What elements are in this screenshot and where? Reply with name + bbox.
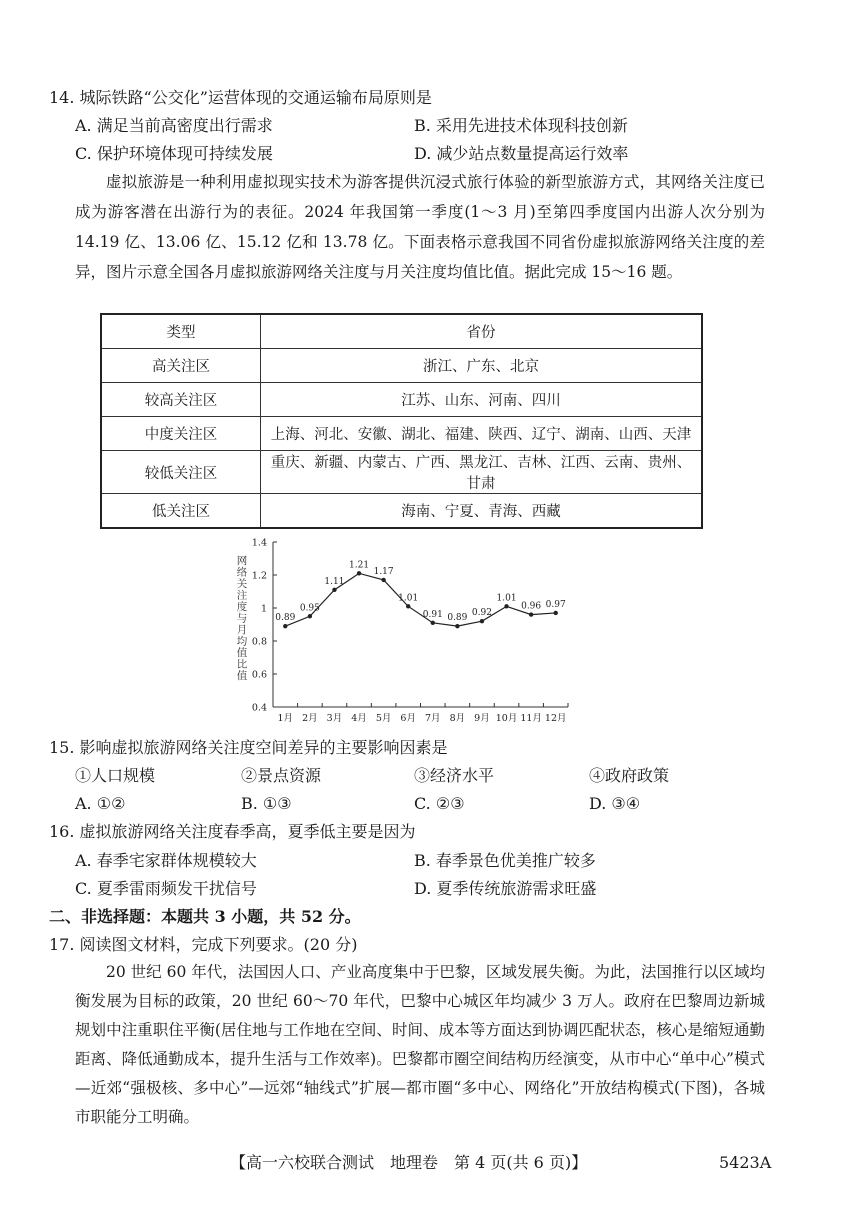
- data-point: [332, 588, 336, 592]
- y-tick-label: 1: [260, 603, 267, 615]
- x-tick-label: 1月: [277, 713, 294, 724]
- data-point: [529, 612, 533, 616]
- q16-option-d: D. 夏季传统旅游需求旺盛: [414, 879, 597, 898]
- y-axis-label-char: 关: [236, 578, 248, 590]
- table-row: [101, 451, 702, 494]
- passage-15-16: 虚拟旅游是一种利用虚拟现实技术为游客提供沉浸式旅行体验的新型旅游方式，其网络关注度已成为游客潜在出游行为的表征。2024 年我国第一季度(1～3 月)至第四季度国内出游人次分别为 14.19 亿、13.06 亿、15.12 亿和 13.78 亿。下面表格示意我国不同省份虚拟旅游网络关注度的差异，图片示意全国各月虚拟旅游网络关注度与月关注度均值比值。据此完成 15～16 题。: [75, 173, 765, 281]
- data-label: 1.17: [373, 566, 394, 577]
- y-axis-label-char: 值: [236, 670, 248, 682]
- monthly-attention-chart: [228, 532, 578, 732]
- x-tick-label: 6月: [400, 713, 416, 724]
- table-cell-type: 较低关注区: [101, 451, 261, 494]
- q16-option-a: A. 春季宅家群体规模较大: [75, 851, 257, 870]
- data-label: 1.01: [496, 593, 517, 604]
- page-code: 5423A: [719, 1153, 772, 1172]
- data-point: [406, 604, 410, 608]
- y-axis-label-char: 注: [236, 589, 248, 602]
- q16-stem: 16. 虚拟旅游网络关注度春季高，夏季低主要是因为: [49, 822, 416, 841]
- data-label: 0.96: [521, 601, 542, 612]
- table-cell-provinces: 江苏、山东、河南、四川: [261, 383, 703, 417]
- x-tick-label: 9月: [474, 713, 490, 724]
- y-axis-label-char: 与: [236, 612, 248, 625]
- q14-option-c: C. 保护环境体现可持续发展: [75, 144, 273, 163]
- table-cell-provinces: 海南、宁夏、青海、西藏: [261, 494, 703, 529]
- q15-factor-1: ①人口规模: [75, 766, 156, 785]
- x-tick-label: 4月: [351, 713, 367, 724]
- x-tick-label: 7月: [425, 713, 441, 724]
- q15-factor-2: ②景点资源: [241, 766, 322, 785]
- table-header-type: 类型: [101, 314, 261, 349]
- q16-option-b: B. 春季景色优美推广较多: [414, 851, 596, 870]
- data-point: [381, 578, 385, 582]
- table-cell-provinces: 浙江、广东、北京: [261, 349, 703, 383]
- y-axis-label-char: 网: [236, 555, 248, 567]
- q15-option-c: C. ②③: [414, 794, 465, 813]
- x-tick-label: 10月: [495, 713, 518, 724]
- y-tick-label: 0.8: [251, 636, 267, 648]
- table-cell-provinces: 重庆、新疆、内蒙古、广西、黑龙江、吉林、江西、云南、贵州、甘肃: [261, 451, 703, 494]
- data-point: [357, 571, 361, 575]
- x-tick-label: 11月: [520, 713, 542, 724]
- data-label: 0.95: [299, 603, 320, 614]
- y-tick-label: 1.4: [251, 537, 267, 549]
- y-axis-label-char: 络: [236, 566, 248, 579]
- y-axis-label-char: 度: [236, 601, 248, 613]
- data-point: [431, 621, 435, 625]
- q15-option-d: D. ③④: [589, 794, 641, 813]
- q14-option-b: B. 采用先进技术体现科技创新: [414, 116, 628, 135]
- page-footer-title: 【高一六校联合测试 地理卷 第 4 页(共 6 页)】: [230, 1153, 588, 1172]
- q14-stem: 14. 城际铁路“公交化”运营体现的交通运输布局原则是: [49, 88, 432, 107]
- table-header-province: 省份: [261, 314, 703, 349]
- data-point: [308, 614, 312, 618]
- section-heading: 二、非选择题：本题共 3 小题，共 52 分。: [49, 907, 361, 926]
- province-attention-table: [100, 313, 703, 529]
- q15-stem: 15. 影响虚拟旅游网络关注度空间差异的主要影响因素是: [49, 738, 448, 757]
- q14-option-d: D. 减少站点数量提高运行效率: [414, 144, 629, 163]
- q17-stem: 17. 阅读图文材料，完成下列要求。(20 分): [49, 935, 358, 954]
- table-cell-type: 中度关注区: [101, 417, 261, 451]
- q14-option-a: A. 满足当前高密度出行需求: [75, 116, 273, 135]
- data-label: 0.91: [422, 609, 443, 620]
- y-tick-label: 0.4: [251, 702, 267, 714]
- data-label: 0.92: [471, 608, 492, 619]
- y-axis-label-char: 比: [236, 658, 248, 671]
- data-point: [554, 611, 558, 615]
- table-cell-type: 较高关注区: [101, 383, 261, 417]
- q17-passage: 20 世纪 60 年代，法国因人口、产业高度集中于巴黎，区域发展失衡。为此，法国推行以区域均衡发展为目标的政策，20 世纪 60～70 年代，巴黎中心城区年均减少 3 万人。政府在巴黎周边新城规划中注重职住平衡(居住地与工作地在空间、时间、成本等方面达到协调匹配状态，核心是缩短通勤距离、降低通勤成本，提升生活与工作效率)。巴黎都市圈空间结构历经演变，从市中心“单中心”模式—近郊“强极核、多中心”—远郊“轴线式”扩展—都市圈“多中心、网络化”开放结构模式(下图)，各城市职能分工明确。: [75, 963, 765, 1126]
- data-label: 1.01: [398, 593, 419, 604]
- data-label: 1.11: [324, 576, 345, 587]
- table-row: [101, 383, 702, 417]
- data-point: [504, 604, 508, 608]
- table-row: [101, 417, 702, 451]
- x-tick-label: 8月: [449, 713, 466, 724]
- q15-option-a: A. ①②: [75, 794, 126, 813]
- table-cell-type: 高关注区: [101, 349, 261, 383]
- q15-factor-4: ④政府政策: [589, 766, 670, 785]
- q16-option-c: C. 夏季雷雨频发干扰信号: [75, 879, 257, 898]
- table-row: [101, 349, 702, 383]
- table-cell-provinces: 上海、河北、安徽、湖北、福建、陕西、辽宁、湖南、山西、天津: [261, 417, 703, 451]
- y-tick-label: 0.6: [251, 669, 267, 681]
- data-label: 0.89: [275, 613, 296, 624]
- y-axis-label-char: 月: [236, 624, 248, 636]
- y-axis-label-char: 值: [236, 647, 248, 659]
- x-tick-label: 2月: [302, 713, 318, 724]
- table-cell-type: 低关注区: [101, 494, 261, 529]
- table-header-row: [101, 314, 702, 349]
- data-label: 1.21: [349, 560, 370, 571]
- data-label: 0.97: [545, 599, 566, 610]
- data-point: [480, 619, 484, 623]
- x-tick-label: 5月: [375, 713, 392, 724]
- data-label: 0.89: [447, 613, 468, 624]
- q15-factor-3: ③经济水平: [414, 766, 495, 785]
- data-point: [455, 624, 459, 628]
- y-axis-label-char: 均: [236, 635, 248, 648]
- table-row: [101, 494, 702, 529]
- q15-option-b: B. ①③: [241, 794, 292, 813]
- x-tick-label: 12月: [544, 713, 567, 724]
- x-tick-label: 3月: [326, 713, 343, 724]
- data-point: [283, 624, 287, 628]
- y-tick-label: 1.2: [251, 570, 267, 582]
